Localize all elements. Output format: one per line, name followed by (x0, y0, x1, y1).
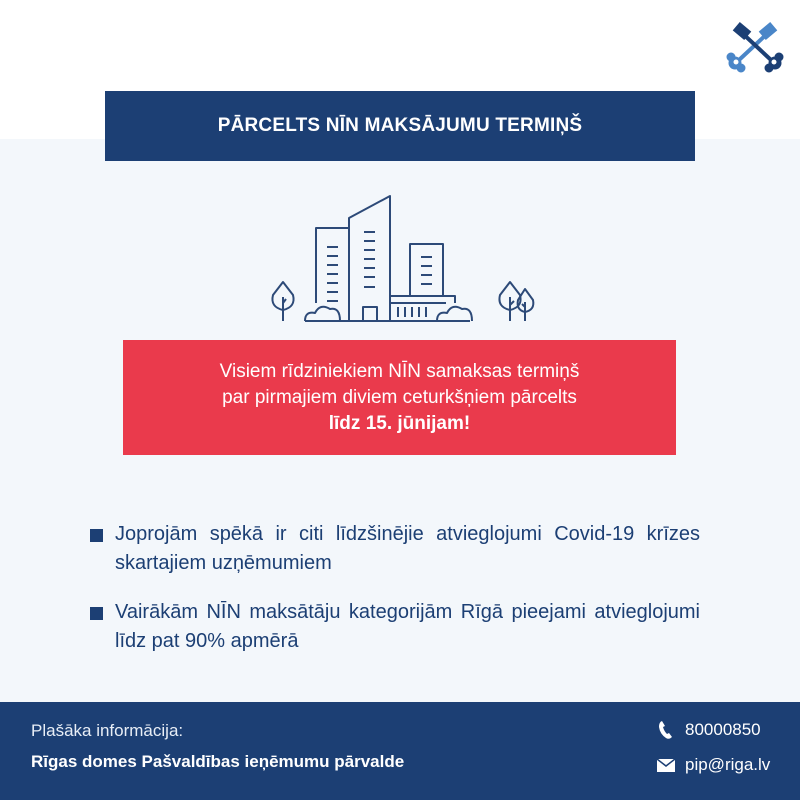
title-banner (105, 91, 695, 161)
notice-deadline: līdz 15. jūnijam! (328, 412, 471, 434)
city-buildings-icon (260, 185, 540, 330)
phone-number[interactable]: 80000850 (685, 720, 761, 739)
organization-name: Rīgas domes Pašvaldības ieņēmumu pārvalde (31, 752, 405, 771)
list-item (90, 520, 700, 578)
phone-icon (655, 719, 677, 741)
email-address[interactable]: pip@riga.lv (685, 755, 771, 774)
deadline-notice (123, 340, 676, 455)
email-contact[interactable] (655, 754, 770, 776)
envelope-icon (655, 754, 677, 776)
page-title: PĀRCELTS NĪN MAKSĀJUMU TERMIŅŠ (217, 115, 583, 136)
bullet-square-icon (90, 529, 103, 542)
bullet-text: Vairākām NĪN maksātāju kategorijām Rīgā pieejami atvieglojumi līdz pat 90% apmērā (115, 601, 700, 652)
crossed-keys-icon (725, 20, 785, 75)
list-item (90, 598, 700, 656)
notice-line-2: par pirmajiem diviem ceturkšņiem pārcelts (222, 386, 577, 408)
footer (0, 702, 800, 800)
bullet-square-icon (90, 607, 103, 620)
bullet-text: Joprojām spēkā ir citi līdzšinējie atvieglojumi Covid-19 krīzes skartajiem uzņēmumiem (115, 523, 700, 574)
notice-line-1: Visiem rīdziniekiem NĪN samaksas termiņš (219, 360, 580, 382)
info-bullet-list (90, 520, 700, 676)
phone-contact[interactable] (655, 719, 761, 741)
more-info-label: Plašāka informācija: (31, 721, 184, 740)
